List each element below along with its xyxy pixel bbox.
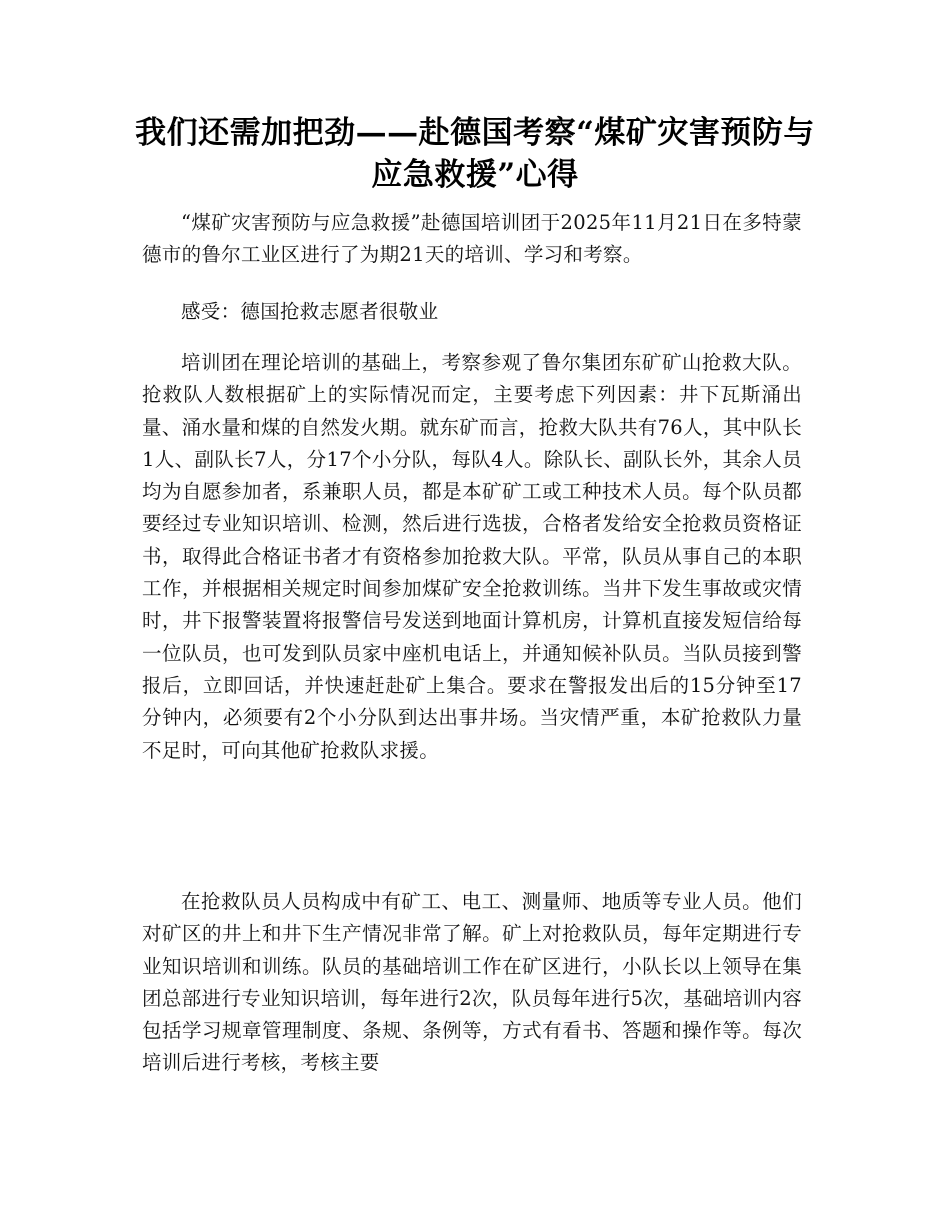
paragraph-team-composition: 在抢救队员人员构成中有矿工、电工、测量师、地质等专业人员。他们对矿区的井上和井下生产情况非常了解。矿上对抢救队员，每年定期进行专业知识培训和训练。队员的基础培训工作在矿区进行，小队长以上领导在集团总部进行专业知识培训，每年进行2次，队员每年进行5次，基础培训内容包括学习规章管理制度、条规、条例等，方式有看书、答题和操作等。每次培训后进行考核，考核主要 xyxy=(142,890,802,1075)
document-title: 我们还需加把劲——赴德国考察“煤矿灾害预防与应急救援”心得 xyxy=(135,115,815,193)
paragraph-intro: “煤矿灾害预防与应急救援”赴德国培训团于2025年11月21日在多特蒙德市的鲁尔工业区进行了为期21天的培训、学习和考察。 xyxy=(142,211,802,267)
paragraph-rescue-team: 培训团在理论培训的基础上，考察参观了鲁尔集团东矿矿山抢救大队。抢救队人数根据矿上的实际情况而定，主要考虑下列因素：井下瓦斯涌出量、涌水量和煤的自然发火期。就东矿而言，抢救大队共有76人，其中队长1人、副队长7人，分17个小分队，每队4人。除队长、副队长外，其余人员均为自愿参加者，系兼职人员，都是本矿矿工或工种技术人员。每个队员都要经过专业知识培训、检测，然后进行选拔，合格者发给安全抢救员资格证书，取得此合格证书者才有资格参加抢救大队。平常，队员从事自己的本职工作，并根据相关规定时间参加煤矿安全抢救训练。当井下发生事故或灾情时，井下报警装置将报警信号发送到地面计算机房，计算机直接发短信给每一位队员，也可发到队员家中座机电话上，并通知候补队员。当队员接到警报后，立即回话，并快速赶赴矿上集合。要求在警报发出后的15分钟至17分钟内，必须要有2个小分队到达出事井场。当灾情严重，本矿抢救队力量不足时，可向其他矿抢救队求援。 xyxy=(142,351,802,762)
paragraph-heading-impression: 感受：德国抢救志愿者很敬业 xyxy=(181,300,439,323)
